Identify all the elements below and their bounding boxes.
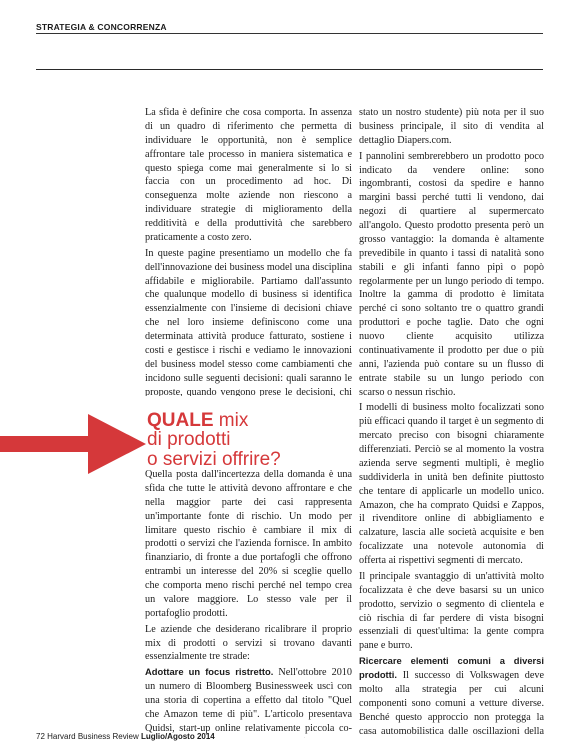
paragraph: I pannolini sembrerebbero un prodotto poco indicato da vendere online: sono ingombranti, costosi da spedire e hanno margini bassi perché tutti li vendono, dai negozi di quartiere al supermercato all'angolo. Questo prodotto presenta però un grosso vantaggio: la domanda è altamente prevedibile in quanto i tassi di natalità sono stabili e gli infanti fanno pipì o popò regolarmente per un lungo periodo di tempo. Inoltre la gamma di prodotto è limitata perché ci sono soltanto tre o quattro grandi produttori e poche taglie. Dato che ogni nuovo cliente acquisito utilizza continuativamente il prodotto per due o più anni, l'azienda può contare su un flusso di entrate stabile su un lungo periodo con scarso o nessun rischio.	[359, 150, 544, 398]
paragraph-body: Il successo di Volkswagen deve molto alla strategia per cui alcuni componenti sono comuni a vetture diverse. Benché questo approccio non protegga la casa automobilistica dalle oscillazioni della	[359, 670, 544, 737]
paragraph	[359, 655, 544, 738]
run-in-heading: Ricercare elementi comuni a diversi prodotti.	[359, 655, 544, 680]
heading-line-3: o servizi offrire?	[147, 448, 281, 470]
paragraph-body: Nell'ottobre 2010 un numero di Bloomberg Businessweek uscì con una storia di copertina a effetto dal titolo "Quel che Amazon teme di più". L'articolo presentava Quidsi, start-up online relativamente piccola co-	[145, 667, 352, 734]
paragraph: I modelli di business molto focalizzati sono più efficaci quando il target è un segmento di mercato preciso con bisogni chiaramente differenziati. Perciò se al momento la vostra azienda serve segmenti multipli, è meglio suddividerla in unità ben definite piuttosto che tentare di applicarle un modello unico. Amazon, che ha comprato Quidsi e Zappos, il rivenditore online di abbigliamento e calzature, lascia alle società acquisite e ben focalizzate una notevole autonomia di offerta ai rispettivi segmenti di mercato.	[359, 402, 544, 566]
magazine-name: Harvard Business Review	[47, 732, 139, 741]
heading-keyword: QUALE	[147, 410, 214, 431]
section-label: STRATEGIA & CONCORRENZA	[36, 22, 167, 32]
article-column-left-top	[145, 106, 352, 396]
section-divider	[36, 33, 543, 34]
article-column-right	[359, 106, 544, 738]
paragraph: Le aziende che desiderano ricalibrare il proprio mix di prodotti o servizi si trovano davanti essenzialmente tre strade:	[145, 623, 352, 663]
heading-line-2: di prodotti	[147, 429, 231, 451]
paragraph: Il principale svantaggio di un'attività molto focalizzata è che deve basarsi su un unico prodotto, servizio o segmento di clientela e ciò rischia di far perdere di vista bisogni essenziali di quest'ultima: la gente compra pane e burro.	[359, 570, 544, 652]
run-in-heading: Adottare un focus ristretto.	[145, 666, 274, 678]
heading-line-1	[147, 411, 357, 430]
arrow-icon	[0, 408, 150, 480]
section-heading	[147, 411, 357, 469]
article-column-left-bottom	[145, 468, 352, 738]
heading-line-1-rest: mix	[213, 410, 249, 431]
issue-date: Luglio/Agosto 2014	[140, 732, 215, 741]
page-number: 72	[36, 732, 45, 741]
paragraph: La sfida è definire che cosa comporta. In assenza di un quadro di riferimento che permetta di individuare le opportunità, non è semplice affrontare tale processo in maniera sistematica e questo spiega come mai generalmente si lo si faccia con un procedimento ad hoc. Di conseguenza molte aziende non riescono a individuare strategie di miglioramento della redditività e della produttività che sarebbero praticamente a costo zero.	[145, 107, 352, 243]
page-footer	[36, 732, 215, 741]
header-rule	[36, 69, 543, 70]
paragraph: stato un nostro studente) più nota per il suo business principale, il sito di vendita al dettaglio Diapers.com.	[359, 107, 544, 146]
paragraph: Quella posta dall'incertezza della domanda è una sfida che tutte le attività devono affrontare e che nella maggior parte dei casi rappresenta un'importante fonte di rischio. Un modo per limitare questo rischio è cambiare il mix di prodotti o servizi che l'azienda fornisce. In ambito finanziario, di fronte a due portafogli che offrono entrambi un interesse del 20% si sceglie quello che comporta meno rischi perché nel tempo crea un valore maggiore. Lo stesso vale per il portafoglio prodotti.	[145, 469, 352, 619]
paragraph: In queste pagine presentiamo un modello che fa dell'innovazione dei business model una disciplina affidabile e migliorabile. Partiamo dall'assunto che qualunque modello di business si identifica essenzialmente con l'insieme di decisioni chiave che nel loro insieme definiscono come una determinata attività produce fatturato, sostiene i costi e gestisce i rischi e vediamo le innovazioni del business model stesso come cambiamenti che incidono sulle seguenti decisioni: quali saranno le proposte, quando vengono prese le decisioni, chi	[145, 247, 352, 396]
paragraph	[145, 666, 352, 738]
red-arrow-graphic	[0, 408, 150, 480]
